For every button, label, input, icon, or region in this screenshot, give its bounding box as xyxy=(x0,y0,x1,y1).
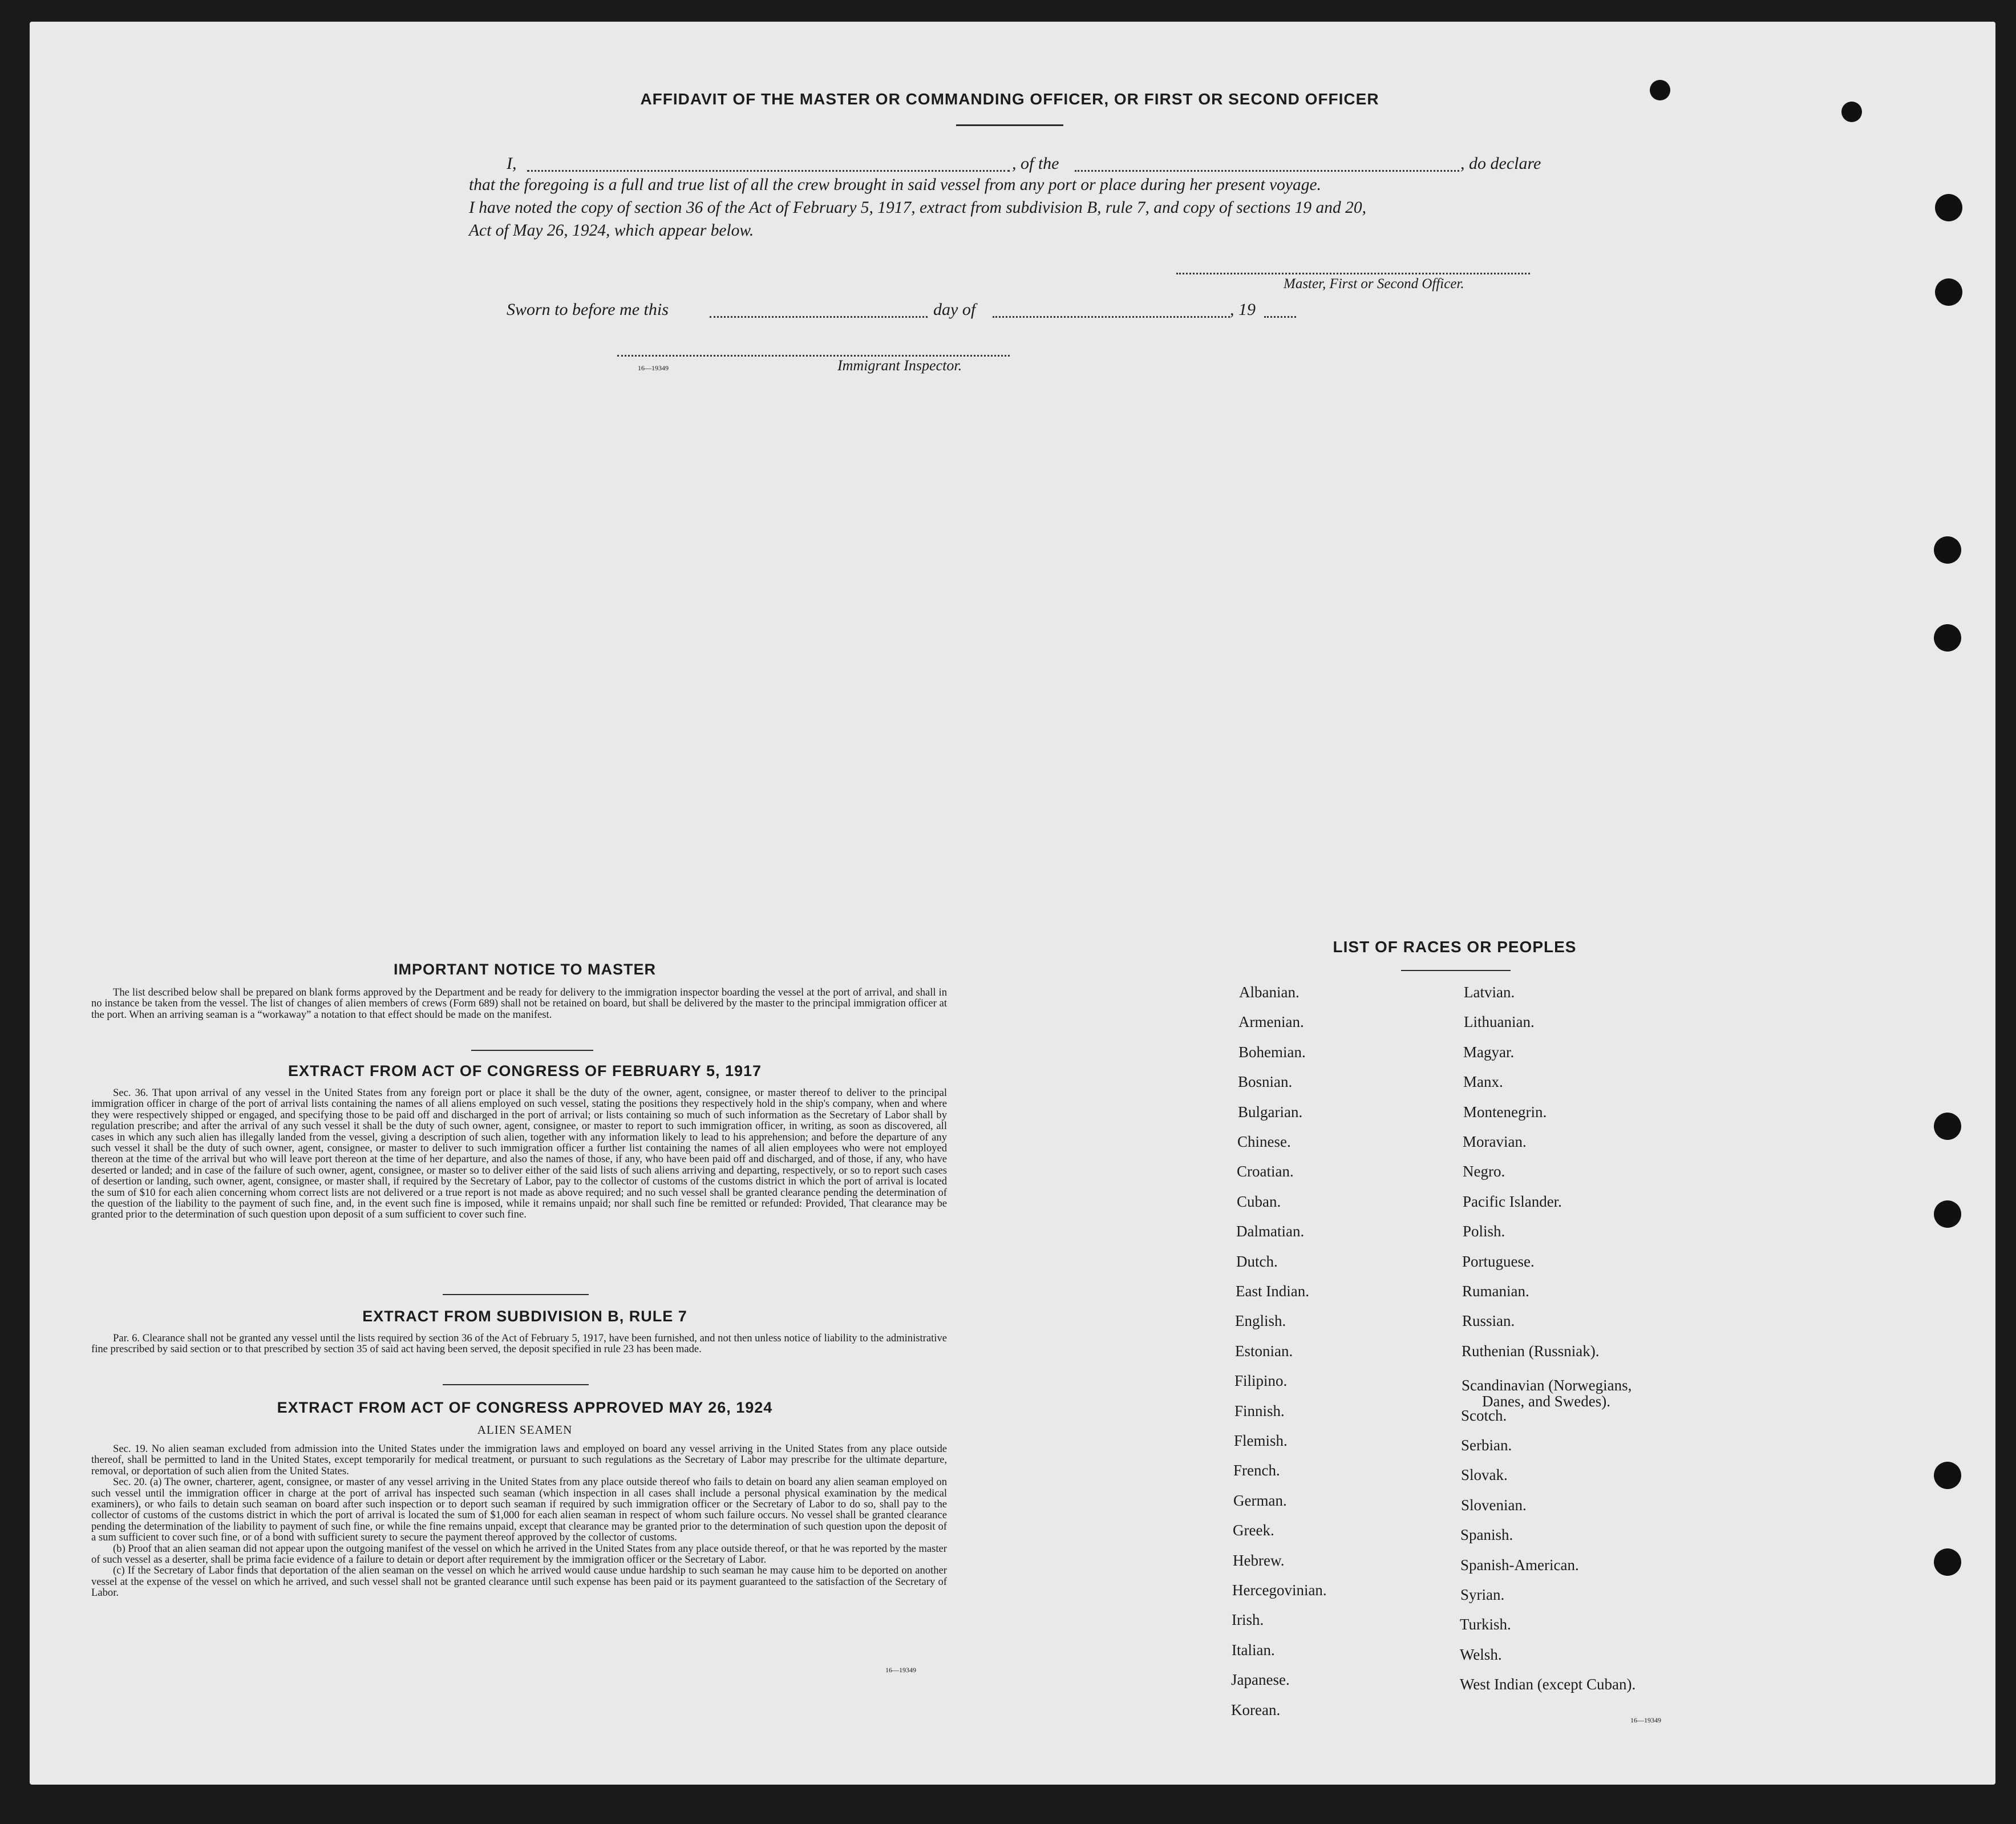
sworn-month-line[interactable] xyxy=(993,316,1230,318)
race-item: Korean. xyxy=(1231,1701,1281,1718)
section-20b-paragraph: (b) Proof that an alien seaman did not appear upon the outgoing manifest of the vessel on which he arrived in the United States from any place outside thereof, or that he was reported by the master of such vessel as a deserter, shall be prima facie evidence of a failure to detain or deport after requirement by the immigration officer or the Secretary of Labor. xyxy=(91,1542,947,1566)
rule7-divider xyxy=(443,1384,589,1385)
race-item: Scotch. xyxy=(1461,1406,1507,1424)
race-item: Slovenian. xyxy=(1461,1496,1527,1514)
affidavit-form-number: 16—19349 xyxy=(638,364,669,372)
vessel-blank-line[interactable] xyxy=(1075,170,1459,172)
affidavit-line-4: Act of May 26, 1924, which appear below. xyxy=(469,221,754,240)
race-item: Chinese. xyxy=(1237,1133,1291,1150)
affidavit-of-the: , of the xyxy=(1012,154,1059,173)
affidavit-i-label: I, xyxy=(507,154,517,173)
race-item: Bohemian. xyxy=(1238,1043,1306,1061)
race-item: Lithuanian. xyxy=(1464,1013,1535,1031)
name-blank-line[interactable] xyxy=(527,170,1010,172)
affidavit-line-2: that the foregoing is a full and true list of all the crew brought in said vessel from any port or place during her present voyage. xyxy=(469,176,1321,194)
binder-hole xyxy=(1934,536,1961,564)
race-item: Manx. xyxy=(1463,1073,1503,1091)
year-label: , 19 xyxy=(1230,300,1256,319)
day-of-label: day of xyxy=(933,300,976,319)
race-item: Japanese. xyxy=(1231,1671,1290,1689)
extract-1924-title: EXTRACT FROM ACT OF CONGRESS APPROVED MAY 26, 1924 xyxy=(277,1399,773,1416)
race-item: Bulgarian. xyxy=(1238,1103,1303,1121)
extract-1924-text xyxy=(91,1443,947,1599)
race-item: English. xyxy=(1235,1312,1286,1330)
race-item: Moravian. xyxy=(1463,1133,1527,1150)
race-item: Russian. xyxy=(1462,1312,1515,1330)
rule7-title: EXTRACT FROM SUBDIVISION B, RULE 7 xyxy=(362,1308,687,1325)
race-item: Finnish. xyxy=(1234,1402,1285,1419)
rule7-text xyxy=(91,1333,947,1355)
race-item: Dalmatian. xyxy=(1236,1223,1305,1240)
race-item: Syrian. xyxy=(1460,1586,1505,1603)
binder-hole xyxy=(1934,1113,1961,1140)
race-item: Negro. xyxy=(1463,1163,1505,1180)
race-item: Bosnian. xyxy=(1238,1073,1293,1091)
extract-1917-text xyxy=(91,1087,947,1220)
race-item: Scandinavian (Norwegians, xyxy=(1462,1377,1632,1394)
par-6-paragraph: Par. 6. Clearance shall not be granted any vessel until the lists required by section 36 of the Act of February 5, 1917, have been furnished, and not then unless notice of liability to the administrative fine prescribed by said section or to that prescribed by section 35 of said act having been served, the deposit specified in rule 23 has been made. xyxy=(91,1332,947,1356)
affidavit-do-declare: , do declare xyxy=(1460,154,1541,173)
race-item: Montenegrin. xyxy=(1463,1103,1547,1121)
binder-hole xyxy=(1650,80,1670,100)
race-item: Filipino. xyxy=(1234,1372,1288,1390)
affidavit-title: AFFIDAVIT OF THE MASTER OR COMMANDING OFFICER, OR FIRST OR SECOND OFFICER xyxy=(640,90,1379,108)
notice-divider xyxy=(471,1050,593,1051)
race-item: Hebrew. xyxy=(1233,1551,1285,1569)
race-item: French. xyxy=(1233,1462,1280,1479)
extract-1917-title: EXTRACT FROM ACT OF CONGRESS OF FEBRUARY 5, 1917 xyxy=(288,1062,762,1079)
race-item: Croatian. xyxy=(1237,1163,1294,1180)
race-item: Pacific Islander. xyxy=(1463,1192,1562,1210)
race-item: Latvian. xyxy=(1464,984,1515,1001)
race-item: Spanish-American. xyxy=(1460,1556,1579,1574)
race-item: Greek. xyxy=(1233,1522,1274,1539)
race-item: Albanian. xyxy=(1239,984,1300,1001)
race-item: Hercegovinian. xyxy=(1232,1582,1327,1599)
notice-title: IMPORTANT NOTICE TO MASTER xyxy=(394,961,656,978)
binder-hole xyxy=(1934,624,1961,652)
race-item: Portuguese. xyxy=(1462,1252,1535,1270)
race-item: Polish. xyxy=(1463,1223,1505,1240)
races-form-number: 16—19349 xyxy=(1630,1716,1661,1724)
sworn-label: Sworn to before me this xyxy=(507,300,669,319)
sworn-year-line[interactable] xyxy=(1264,316,1296,318)
race-item: Flemish. xyxy=(1234,1432,1288,1449)
races-divider xyxy=(1401,970,1511,971)
race-item: Rumanian. xyxy=(1462,1283,1529,1300)
race-item: Welsh. xyxy=(1460,1645,1502,1663)
binder-hole xyxy=(1934,1548,1961,1576)
race-item: West Indian (except Cuban). xyxy=(1460,1676,1636,1693)
binder-hole xyxy=(1934,1200,1961,1228)
race-item: Magyar. xyxy=(1463,1043,1515,1061)
inspector-label: Immigrant Inspector. xyxy=(837,357,962,374)
section-20a-paragraph: Sec. 20. (a) The owner, charterer, agent, consignee, or master of any vessel arriving in the United States from any place outside thereof who fails to detain on board any alien seaman employed on such vessel until the immigration officer in charge at the port of arrival has inspected such seaman (which inspection in all cases shall include a personal physical examination by the medical examiners), or who fails to detain such seaman on board after such inspection or to deport such seaman if required by such immigration officer or the Secretary of Labor to do so, shall pay to the collector of customs of the customs district in which the port of arrival is located the sum of $1,000 for each alien seaman in respect of whom such failure occurs. No vessel shall be granted clearance pending the determination of the liability to payment of such fine, or while the fine remains unpaid, except that clearance may be granted prior to the determination of such question upon the deposit of a sum sufficient to cover such fine, or of a bond with sufficient surety to secure the payment thereof approved by the collector of customs. xyxy=(91,1476,947,1544)
races-title: LIST OF RACES OR PEOPLES xyxy=(1333,938,1577,956)
race-item: Dutch. xyxy=(1236,1252,1278,1270)
binder-hole xyxy=(1934,1462,1961,1489)
inspector-signature-line[interactable] xyxy=(617,355,1010,357)
section-36-paragraph: Sec. 36. That upon arrival of any vessel in the United States from any foreign port or place it shall be the duty of the owner, agent, consignee, or master thereof to deliver to the principal immigration officer in charge of the port of arrival lists containing the names of all aliens employed on such vessel, stating the positions they respectively hold in the ship's company, when and where they were respectively shipped or engaged, and specifying those to be paid off and discharged in the port of arrival; or lists containing so much of such information as the Secretary of Labor shall by regulation prescribe; and after the arrival of any such vessel it shall be the duty of such owner, agent, consignee, or master to report to such immigration officer, in writing, as soon as discovered, all cases in which any such alien has illegally landed from the vessel, giving a description of such alien, together with any information likely to lead to his apprehension; and before the departure of any such vessel it shall be the duty of such owner, agent, consignee, or master to deliver to such immigration officer a further list containing the names of all alien employees who were not employed thereon at the time of the arrival but who will leave port thereon at the time of her departure, and also the names of those, if any, who have been paid off and discharged, and of those, if any, who have deserted or landed; and in case of the failure of such owner, agent, consignee, or master so to deliver either of the said lists of such aliens arriving and departing, respectively, or so to report such cases of desertion or landing, such owner, agent, consignee, or master shall, if required by the Secretary of Labor, pay to the collector of customs of the customs district in which the port of arrival is located the sum of $10 for each alien concerning whom correct lists are not delivered or a true report is not made as above required; and no such vessel shall be granted clearance pending the determination of the question of the liability to the payment of such fine, and, in the event such fine is imposed, while it remains unpaid; nor shall such fine be remitted or refunded: Provided, That clearance may be granted prior to the determination of such question upon deposit of a sum sufficient to cover such fine. xyxy=(91,1087,947,1221)
alien-seamen-subtitle: ALIEN SEAMEN xyxy=(477,1423,573,1437)
binder-hole xyxy=(1935,194,1962,221)
race-item: Danes, and Swedes). xyxy=(1482,1393,1610,1410)
race-item: Slovak. xyxy=(1461,1466,1508,1484)
binder-hole xyxy=(1841,102,1862,122)
binder-hole xyxy=(1935,278,1962,306)
race-item: Spanish. xyxy=(1460,1526,1513,1544)
section-20c-paragraph: (c) If the Secretary of Labor finds that deportation of the alien seaman on the vessel on which he arrived would cause undue hardship to such seaman he may cause him to be deported on another vessel at the expense of the vessel on which he arrived, and such vessel shall not be granted clearance until such expense has been paid or its payment guaranteed to the satisfaction of the Secretary of Labor. xyxy=(91,1564,947,1599)
extract-form-number: 16—19349 xyxy=(885,1666,916,1674)
master-signature-label: Master, First or Second Officer. xyxy=(1284,276,1464,292)
race-item: Estonian. xyxy=(1235,1342,1293,1360)
race-item: German. xyxy=(1233,1491,1287,1509)
title-divider xyxy=(956,124,1063,126)
race-item: Armenian. xyxy=(1238,1013,1304,1031)
race-item: East Indian. xyxy=(1236,1283,1309,1300)
sworn-day-line[interactable] xyxy=(710,316,928,318)
notice-text xyxy=(91,987,947,1020)
section-19-paragraph: Sec. 19. No alien seaman excluded from admission into the United States under the immigration laws and employed on board any vessel arriving in the United States from any place outside thereof, shall be permitted to land in the United States, except temporarily for medical treatment, or pursuant to such regulations as the Secretary of Labor may prescribe for the ultimate departure, removal, or deportation of such alien from the United States. xyxy=(91,1443,947,1477)
race-item: Turkish. xyxy=(1460,1616,1511,1633)
race-item: Cuban. xyxy=(1237,1192,1281,1210)
race-item: Serbian. xyxy=(1461,1437,1512,1454)
extract-1917-divider xyxy=(443,1294,589,1295)
race-item: Italian. xyxy=(1232,1641,1275,1659)
master-signature-line[interactable] xyxy=(1176,273,1530,274)
race-item: Irish. xyxy=(1232,1611,1264,1629)
affidavit-line-3: I have noted the copy of section 36 of the Act of February 5, 1917, extract from subdivision B, rule 7, and copy of sections 19 and 20, xyxy=(469,199,1367,217)
race-item: Ruthenian (Russniak). xyxy=(1462,1342,1600,1360)
notice-paragraph: The list described below shall be prepared on blank forms approved by the Department and be ready for delivery to the immigration inspector boarding the vessel at the port of arrival, and shall in no instance be taken from the vessel. The list of changes of alien members of crews (Form 689) shall not be retained on board, but shall be delivered by the master to the principal immigration officer at the port. When an arriving seaman is a “workaway” a notation to that effect should be made on the manifest. xyxy=(91,986,947,1021)
